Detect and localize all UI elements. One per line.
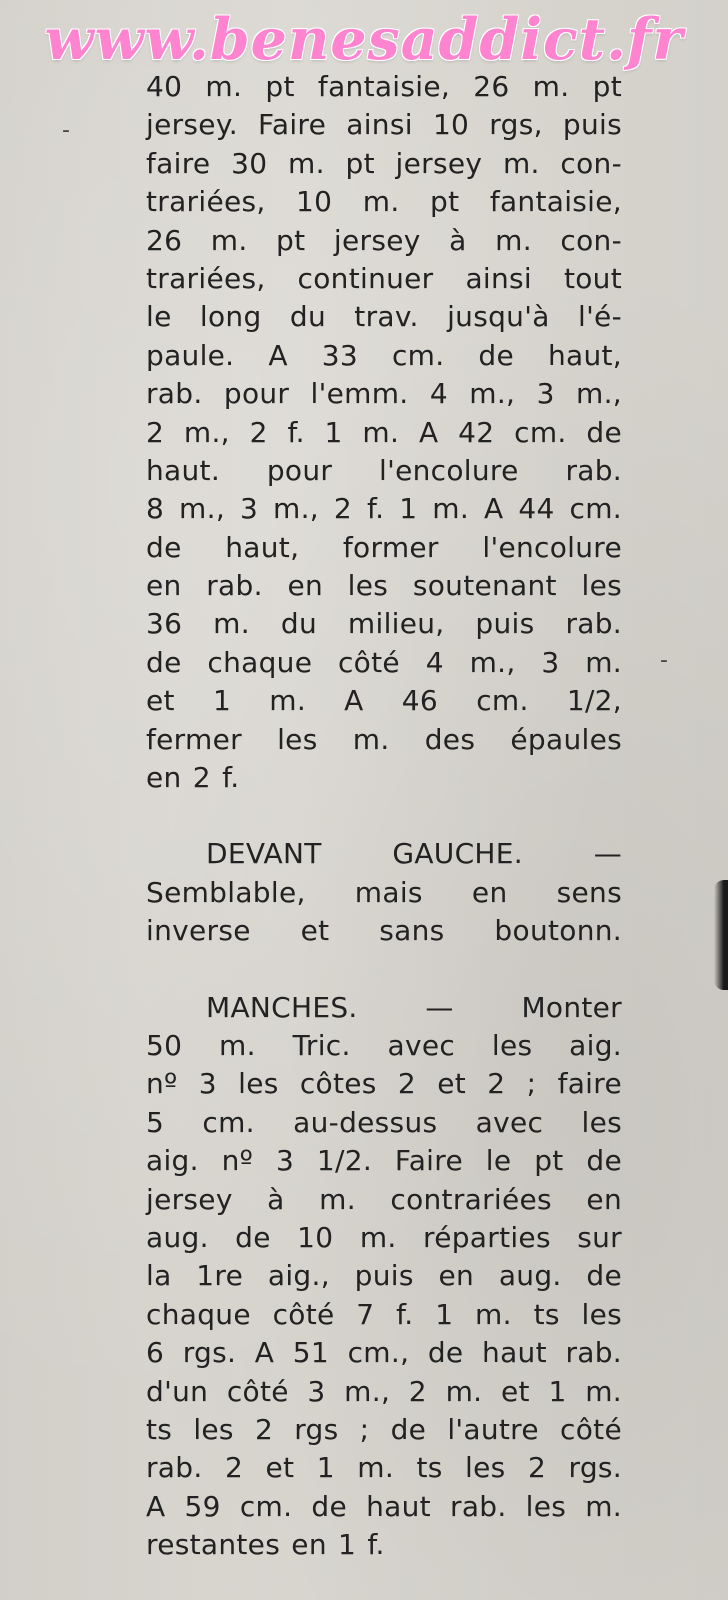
- text-line: 36 m. du milieu, puis rab.: [146, 607, 622, 641]
- page-edge-shadow: [714, 880, 728, 990]
- text-line: 26 m. pt jersey à m. con-: [146, 223, 622, 257]
- margin-mark: -: [660, 648, 668, 673]
- text-line: la 1re aig., puis en aug. de: [146, 1259, 622, 1293]
- text-line: 40 m. pt fantaisie, 26 m. pt: [146, 70, 622, 103]
- text-line: jersey à m. contrariées en: [146, 1182, 622, 1216]
- text-line: Semblable, mais en sens: [146, 875, 622, 909]
- text-line: haut. pour l'encolure rab.: [146, 453, 622, 487]
- text-line: jersey. Faire ainsi 10 rgs, puis: [146, 108, 622, 142]
- text-line: aug. de 10 m. réparties sur: [146, 1220, 622, 1254]
- text-line: en rab. en les soutenant les: [146, 569, 622, 603]
- text-line: 2 m., 2 f. 1 m. A 42 cm. de: [146, 415, 622, 449]
- text-line: paule. A 33 cm. de haut,: [146, 338, 622, 372]
- text-line: le long du trav. jusqu'à l'é-: [146, 300, 622, 334]
- text-line: trariées, continuer ainsi tout: [146, 261, 622, 295]
- text-line: fermer les m. des épaules: [146, 722, 622, 756]
- text-line: et 1 m. A 46 cm. 1/2,: [146, 684, 622, 718]
- text-line: faire 30 m. pt jersey m. con-: [146, 146, 622, 180]
- text-line: rab. pour l'emm. 4 m., 3 m.,: [146, 377, 622, 411]
- paragraph-manches: [146, 989, 622, 1565]
- text-line: A 59 cm. de haut rab. les m.: [146, 1489, 622, 1523]
- text-line: chaque côté 7 f. 1 m. ts les: [146, 1297, 622, 1331]
- text-line: rab. 2 et 1 m. ts les 2 rgs.: [146, 1451, 622, 1485]
- paragraph-dos-continuation: [146, 68, 622, 797]
- text-line: aig. nº 3 1/2. Faire le pt de: [146, 1144, 622, 1178]
- text-line: ts les 2 rgs ; de l'autre côté: [146, 1412, 622, 1446]
- text-line: 8 m., 3 m., 2 f. 1 m. A 44 cm.: [146, 492, 622, 526]
- watermark-text: www.benesaddict.fr: [44, 6, 684, 73]
- section-heading-line: DEVANT GAUCHE. —: [206, 837, 622, 871]
- text-line: 6 rgs. A 51 cm., de haut rab.: [146, 1336, 622, 1370]
- text-line: de chaque côté 4 m., 3 m.: [146, 645, 622, 679]
- margin-mark: -: [62, 118, 70, 143]
- paragraph-devant-gauche: [146, 835, 622, 950]
- text-line: trariées, 10 m. pt fantaisie,: [146, 185, 622, 219]
- section-heading-line: MANCHES. — Monter: [206, 990, 622, 1024]
- text-line: 50 m. Tric. avec les aig.: [146, 1028, 622, 1062]
- text-line: 5 cm. au-dessus avec les: [146, 1105, 622, 1139]
- text-line: restantes en 1 f.: [146, 1528, 385, 1562]
- text-line: d'un côté 3 m., 2 m. et 1 m.: [146, 1374, 622, 1408]
- text-column: [146, 68, 622, 1564]
- text-line: en 2 f.: [146, 761, 240, 795]
- text-line: inverse et sans boutonn.: [146, 914, 622, 948]
- text-line: de haut, former l'encolure: [146, 530, 622, 564]
- text-line: nº 3 les côtes 2 et 2 ; faire: [146, 1067, 622, 1101]
